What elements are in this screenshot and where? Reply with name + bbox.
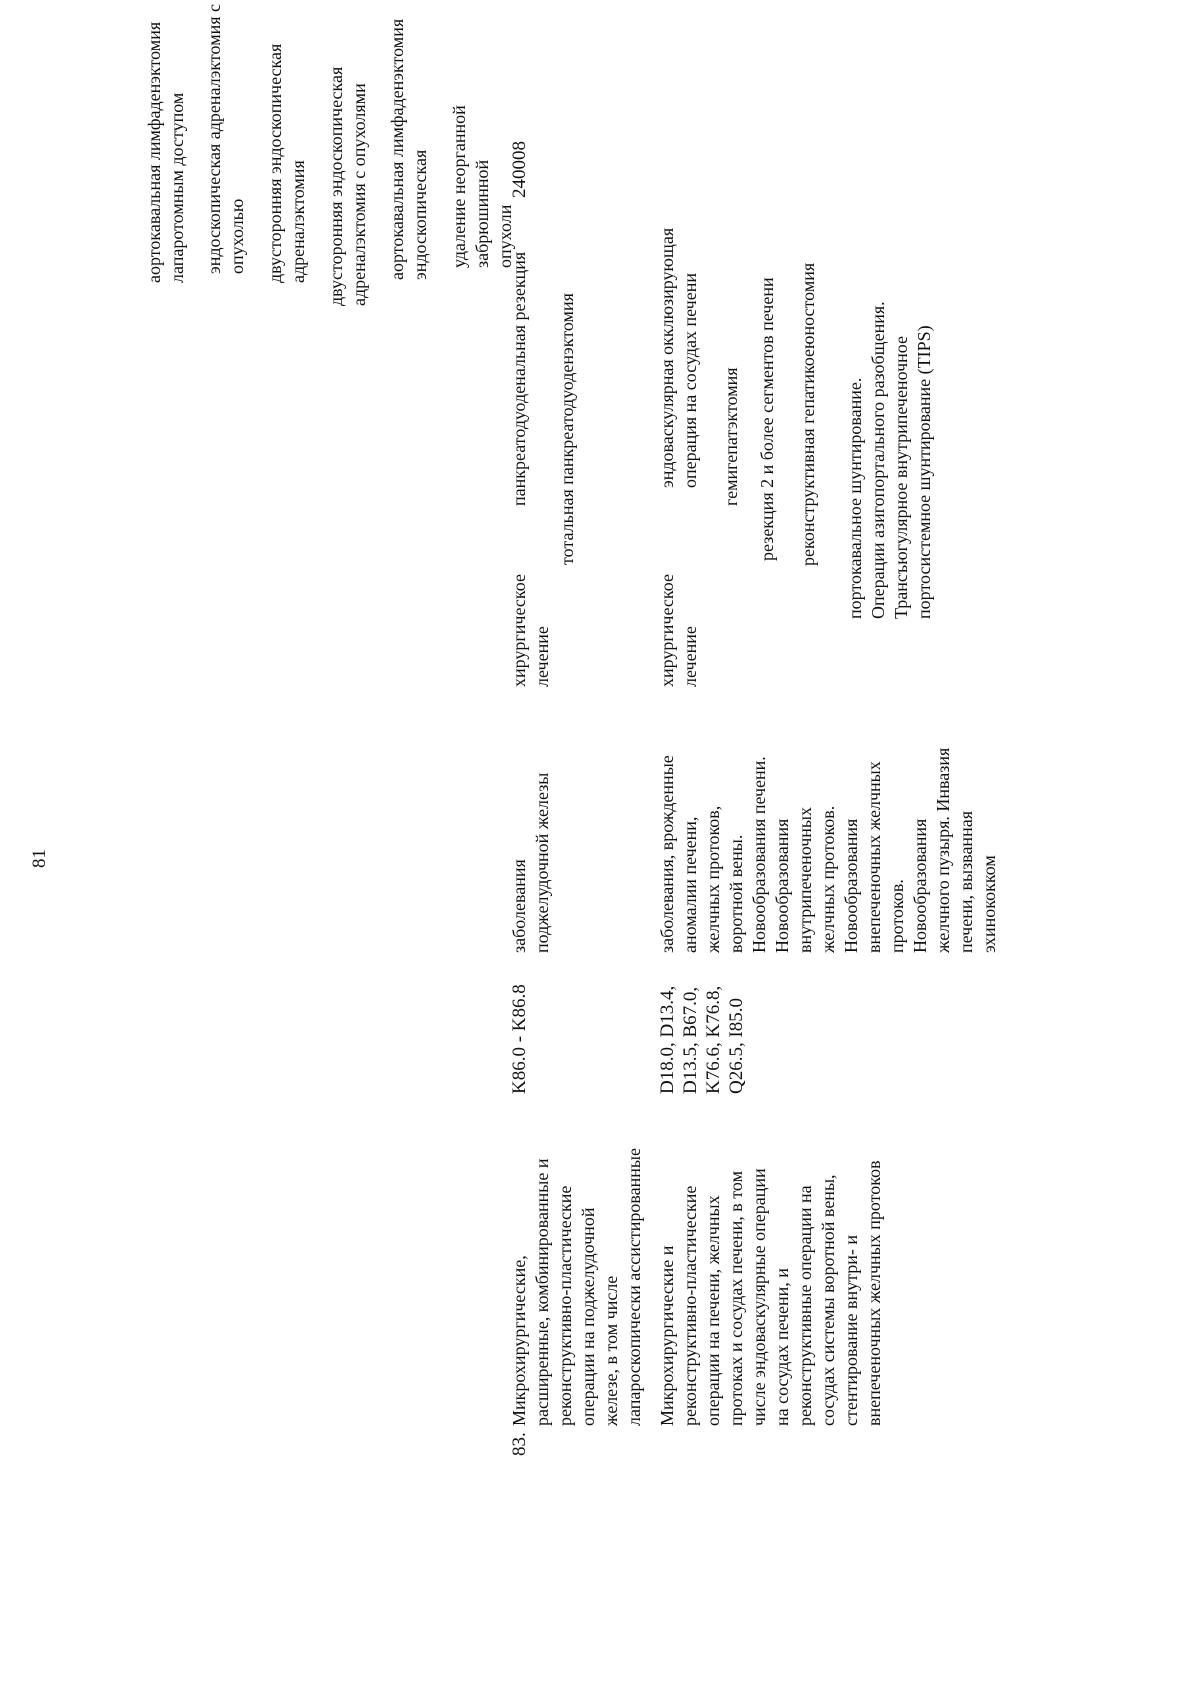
group-name: Микрохирургические, расширенные, комбинированные и реконструктивно-пластические операции на поджелудочной железе, в том числе лапароскопически ассистированные xyxy=(509,1148,644,1426)
diagnosis-codes: D18.0, D13.4, D13.5, B67.0, K76.6, K76.8, Q26.5, I85.0 xyxy=(657,985,747,1094)
method-item: двусторонняя эндоскопическая адреналэктомия с опухолями xyxy=(326,66,369,306)
row-number: 83. xyxy=(509,1432,530,1456)
method-item: реконструктивная гепатикоеюностомия xyxy=(798,262,818,566)
method-item: резекция 2 и более сегментов печени xyxy=(757,277,777,561)
method-item: аортокавальная лимфаденэктомия эндоскопическая xyxy=(387,18,430,280)
group-name: Микрохирургические и реконструктивно-пластические операции на печени, желчных протоках и сосудах печени, в том числе эндоваскулярные операции на сосудах печени, и реконструктивные операции на сосудах системы воротной вены, стентирование внутри- и внепеченочных желчных протоков xyxy=(657,1160,884,1426)
treatment-type: хирургическое лечение xyxy=(657,574,700,687)
method-item: двусторонняя эндоскопическая адреналэктомия xyxy=(265,43,308,283)
diagnosis-codes: K86.0 - K86.8 xyxy=(509,984,530,1094)
treatment-type: хирургическое лечение xyxy=(509,574,552,687)
condition: заболевания, врожденные аномалии печени, желчных протоков, воротной вены. Новообразования печени. Новообразования внутрипеченочных желчных протоков. Новообразования внепеченочных желчных протоков. Новообразования желчного пузыря. Инвазия печени, вызванная эхинококком xyxy=(657,747,999,953)
method-item: удаление неорганной забрюшинной опухоли xyxy=(449,105,515,268)
method-item: гемигепатэктомия xyxy=(721,367,741,506)
method-item: портокавальное шунтирование. Операции азигопортального разобщения. Трансъюгулярное внутрипеченочное портосистемное шунтирование (TIPS) xyxy=(845,301,934,619)
table-code: 240008 xyxy=(509,141,530,198)
method-item: эндоваскулярная окклюзирующая операция на сосудах печени xyxy=(657,227,700,488)
page-number: 81 xyxy=(29,849,50,868)
condition: заболевания поджелудочной железы xyxy=(509,772,552,953)
method-item: тотальная панкреатодуоденэктомия xyxy=(557,293,577,565)
method-item: эндоскопическая адреналэктомия с опухолью xyxy=(204,4,247,274)
method-item: панкреатодуоденальная резекция xyxy=(509,251,529,506)
method-item: аортокавальная лимфаденэктомия лапаротомным доступом xyxy=(144,21,187,283)
